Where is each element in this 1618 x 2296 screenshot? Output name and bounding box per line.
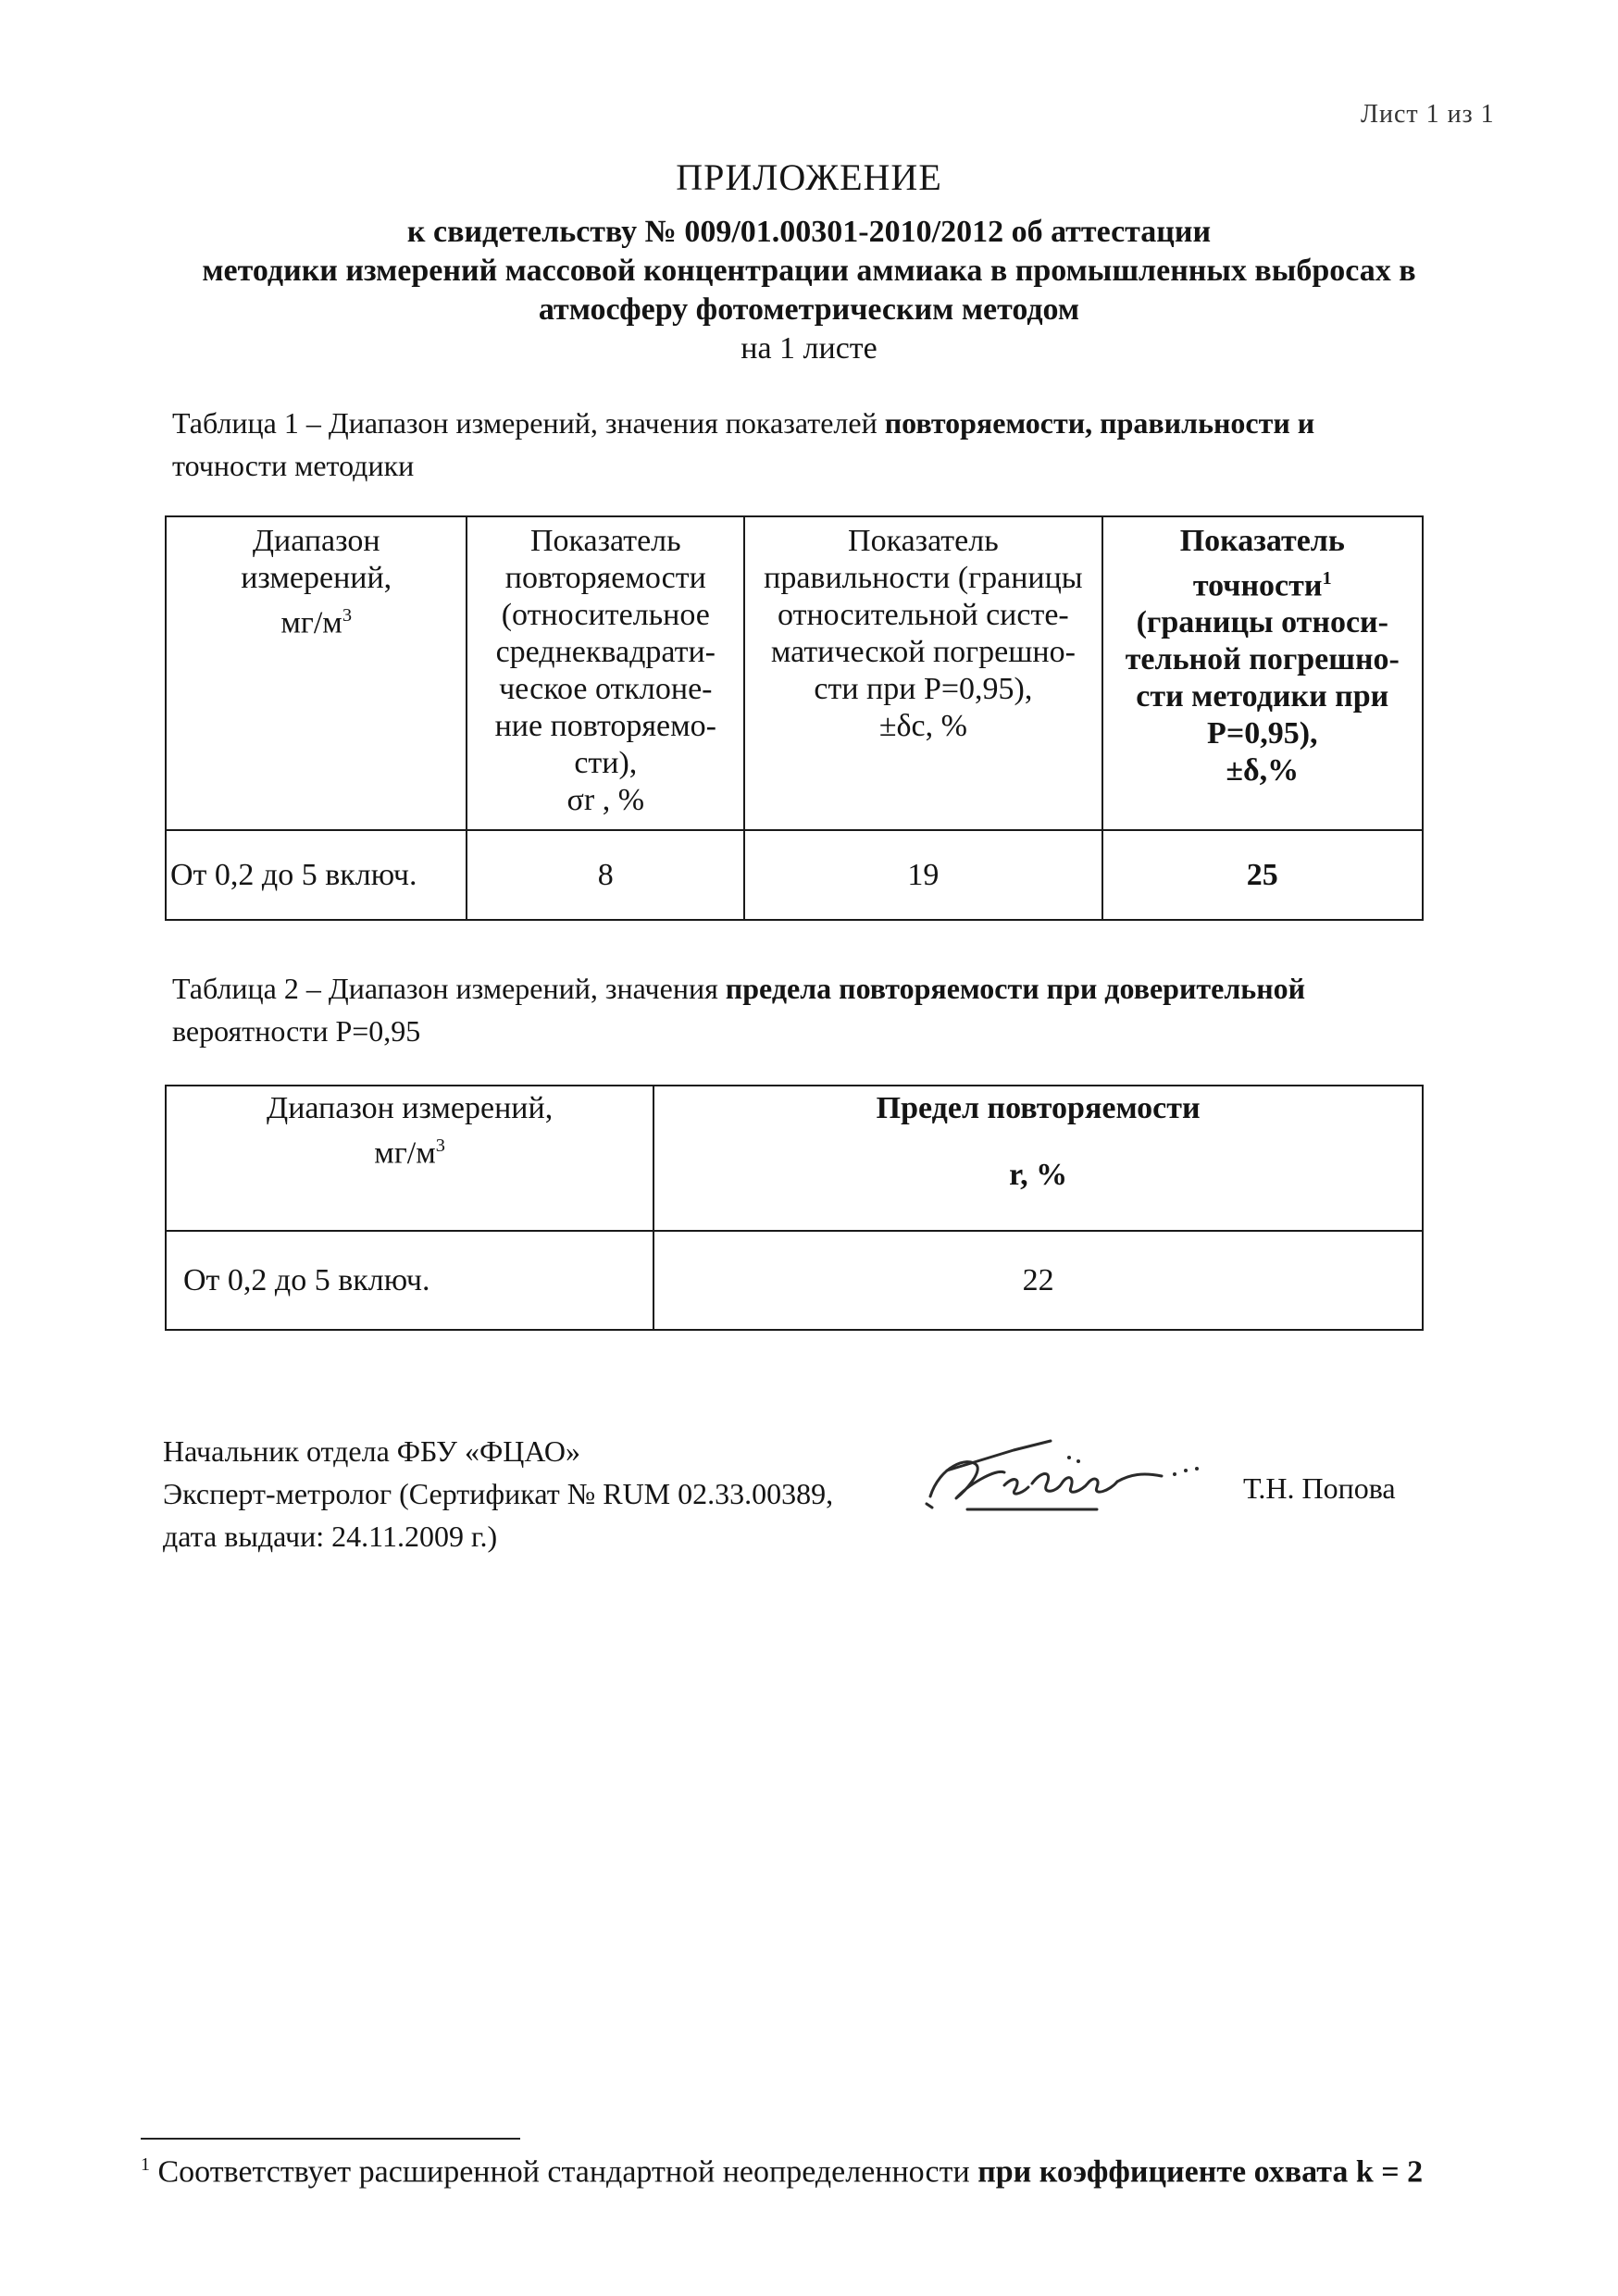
header-text: Показатель [848,524,999,558]
footnote-divider [141,2138,520,2140]
signatory-position: Начальник отдела ФБУ «ФЦАО» [163,1434,580,1468]
table1-header-row [166,516,1423,830]
header-text: P=0,95), [1207,716,1318,751]
header-text: сти методики при [1136,679,1389,714]
header-text: среднеквадрати- [495,635,716,669]
table2 [165,1085,1424,1331]
table2-caption-bold: предела повторяемости при доверительной [725,972,1306,1005]
table1-caption-bold: повторяемости, правильности и [884,406,1315,440]
table1-header-accuracy [1102,516,1423,830]
header-text: σr , % [566,783,645,817]
table2-header-row [166,1086,1423,1231]
signatory-certificate: Эксперт-метролог (Сертификат № RUM 02.33.00389, [163,1477,834,1510]
table1-cell-range: От 0,2 до 5 включ. [166,830,467,920]
header-text: ±δ,% [1226,753,1300,788]
table2-cell-range: От 0,2 до 5 включ. [166,1231,653,1330]
header-text: матической погрешно- [770,635,1076,669]
table1-caption-line2: точности методики [172,449,415,482]
table1 [165,515,1424,921]
footnote-text-bold: при коэффициенте охвата k = 2 [977,2154,1424,2190]
header-text: ние повторяемо- [494,709,716,743]
signatory-block [163,1430,833,1558]
header-text: тельной погрешно- [1125,642,1400,677]
header-text: Показатель [1179,524,1345,558]
footnote-ref: 1 [1322,568,1332,589]
signatory-issue-date: дата выдачи: 24.11.2009 г.) [163,1520,498,1553]
header-text: относительной систе- [778,598,1069,632]
header-text: Показатель [529,524,681,558]
header-text: мг/м [280,605,342,640]
footnote-text: Соответствует расширенной стандартной неопределенности [150,2154,978,2190]
table2-caption-line2: вероятности P=0,95 [172,1014,421,1048]
table-row [166,1231,1423,1330]
table2-cell-limit: 22 [653,1231,1423,1330]
table-row [166,830,1423,920]
table1-header-range [166,516,467,830]
superscript: 3 [342,605,353,626]
table1-cell-accuracy: 25 [1102,830,1423,920]
header-text: Предел повторяемости [876,1091,1201,1125]
header-text: r, % [1009,1158,1068,1192]
header-text: ческое отклоне- [499,672,713,706]
table2-caption-plain: Таблица 2 – Диапазон измерений, значения [172,972,726,1005]
certificate-line: к свидетельству № 009/01.00301-2010/2012 об аттестации [406,215,1212,249]
header-text: измерений, [241,561,392,595]
table2-caption [172,967,1450,1052]
sheet-count-line: на 1 листе [741,331,877,366]
superscript: 3 [435,1136,445,1156]
header-text: правильности (границы [764,561,1083,595]
header-text: точности [1192,568,1323,603]
header-text: мг/м [374,1136,436,1171]
table1-cell-repeatability: 8 [467,830,744,920]
header-text: ±δc, % [878,709,967,743]
header-text: Диапазон [252,524,380,558]
table1-header-repeatability [467,516,744,830]
method-line-2: атмосферу фотометрическим методом [538,292,1080,327]
table2-header-limit [653,1086,1423,1231]
table1-cell-trueness: 19 [744,830,1101,920]
footnote [141,2154,1423,2190]
header-text: сти при P=0,95), [814,672,1033,706]
header-text: (границы относи- [1136,605,1388,640]
header-text: повторяемости [504,561,706,595]
footnote-mark: 1 [141,2154,150,2175]
header-text: (относительное [501,598,710,632]
header-text: сти), [574,746,638,780]
table1-caption [172,402,1450,487]
table1-header-trueness [744,516,1101,830]
table1-caption-plain: Таблица 1 – Диапазон измерений, значения показателей [172,406,885,440]
handwritten-signature [912,1430,1245,1532]
sheet-mark: Лист 1 из 1 [1361,100,1495,129]
method-line-1: методики измерений массовой концентрации аммиака в промышленных выбросах в [202,254,1416,288]
page-title: ПРИЛОЖЕНИЕ [676,156,942,198]
signer-name: Т.Н. Попова [1243,1471,1396,1505]
table2-header-range [166,1086,653,1231]
header-text: Диапазон измерений, [267,1091,554,1125]
